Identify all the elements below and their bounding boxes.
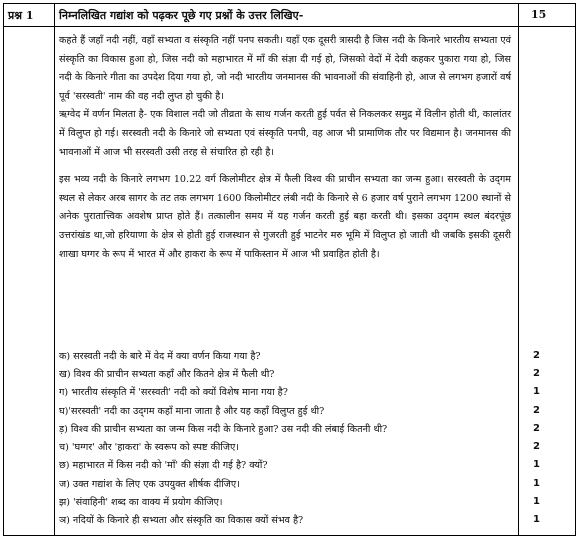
subquestion-text: ड़) विश्व की प्राचीन सभ्यता का जन्म किस नदी के किनारे हुआ? उस नदी की लंबाई कितनी थी? <box>59 423 388 435</box>
question-title: निम्नलिखित गद्यांश को पढ़कर पूछे गए प्रश्नों के उत्तर लिखिए- <box>59 9 304 22</box>
subquestion-marks: 2 <box>533 441 540 453</box>
subquestion-marks: 2 <box>533 349 540 361</box>
subquestion-text: ख) विश्व की प्राचीन सभ्यता कहाँ और कितने क्षेत्र में फैली थी? <box>59 368 275 380</box>
subquestion-item <box>59 364 574 382</box>
subquestion-text: छ) महाभारत में किस नदी को 'माँ' की संज्ञा दी गई है? क्यों? <box>59 460 268 472</box>
subquestion-list <box>59 346 574 529</box>
passage-paragraph: कहते हैं जहाँ नदी नहीं, वहाँ सभ्यता व संस्कृति नहीं पनप सकती। यहाँ एक दूसरी त्रासदी है जिस नदी के किनारे भारतीय सभ्यता एवं संस्कृति का विकास हुआ हो, जिस नदी को महाभारत में माँ की संज्ञा दी गई हो, जिसको वेदों में देवी कहकर पुकारा गया हो, जिस नदी के किनारे गीता का उपदेश दिया गया हो, जो नदी भारतीय जनमानस की भावनाओं की संवाहिनी हो, आज से लगभग हजारों वर्ष पूर्व 'सरस्वती' नाम की वह नदी लुप्त हो चुकी है। <box>59 35 511 102</box>
subquestion-text: च) 'घग्गर' और 'हाकरा' के स्वरूप को स्पष्ट कीजिए। <box>59 442 239 454</box>
subquestion-text: क) सरस्वती नदी के बारे में वेद में क्या वर्णन किया गया है? <box>59 350 261 362</box>
subquestion-marks: 1 <box>533 496 540 508</box>
subquestion-text: ग) भारतीय संस्कृति में 'सरस्वती' नदी को क्यों विशेष माना गया है? <box>59 387 288 399</box>
subquestion-item <box>59 419 574 437</box>
question-number: प्रश्न 1 <box>8 9 34 22</box>
subquestion-item <box>59 383 574 401</box>
header-divider <box>4 26 575 27</box>
subquestion-text: घ)'सरस्वती' नदी का उद्‌गम कहाँ माना जाता है और यह कहाँ विलुप्त हुई थी? <box>59 405 325 417</box>
subquestion-marks: 1 <box>533 514 540 526</box>
subquestion-item <box>59 456 574 474</box>
subquestion-item <box>59 492 574 510</box>
total-marks: 15 <box>531 8 547 21</box>
passage <box>59 32 511 273</box>
column-divider <box>54 4 55 535</box>
question-table <box>3 3 576 536</box>
subquestion-text: ञ) नदियों के किनारे ही सभ्यता और संस्कृति का विकास क्यों संभव है? <box>59 515 304 527</box>
subquestion-marks: 1 <box>533 477 540 489</box>
subquestion-item <box>59 401 574 419</box>
subquestion-text: झ) 'संवाहिनी' शब्द का वाक्य में प्रयोग कीजिए। <box>59 497 223 509</box>
subquestion-item <box>59 474 574 492</box>
subquestion-item <box>59 437 574 455</box>
passage-paragraph: इस भव्य नदी के किनारे लगभग 10.22 वर्ग किलोमीटर क्षेत्र में फैली विश्व की प्राचीन सभ्यता का जन्म हुआ। सरस्वती के उद्‌गम स्थल से लेकर अरब सागर के तट तक लगभग 1600 किलोमीटर लंबी नदी के किनारे से 6 हजार वर्ष पुराने लगभग 1200 स्थानों से अनेक पुरातात्त्विक अवशेष प्राप्त होते हैं। तत्कालीन समय में यह गर्जन करती हुई बहा करती थी। इसका उद्‌गम स्थल बंदरपूंछ उत्तरांखंड था,जो हरियाणा के क्षेत्र से होती हुई राजस्थान से गुजरती हुई भाटनेर मरु भूमि में विलुप्त हो जाती थी जबकि इसकी दूसरी शाखा घग्गर के रूप में भारत में और हाकरा के रूप में पाकिस्तान में आज भी प्रवाहित होती है। <box>59 174 511 260</box>
passage-paragraph: ऋग्वेद में वर्णन मिलता है- एक विशाल नदी जो तीव्रता के साथ गर्जन करती हुई पर्वत से निकलकर समुद्र में विलीन होती थी, कालांतर में विलुप्त हो गई। सरस्वती नदी के किनारे जो सभ्यता एवं संस्कृति पनपी, वह आज भी प्रामाणिक तौर पर विद्यमान है। जनमानस की भावनाओं में आज भी सरस्वती उसी तरह से संचारित हो रही है। <box>59 109 511 158</box>
subquestion-marks: 2 <box>533 422 540 434</box>
subquestion-marks: 1 <box>533 459 540 471</box>
subquestion-item <box>59 346 574 364</box>
subquestion-marks: 1 <box>533 386 540 398</box>
subquestion-marks: 2 <box>533 367 540 379</box>
subquestion-item <box>59 511 574 529</box>
subquestion-text: ज) उक्त गद्यांश के लिए एक उपयुक्त शीर्षक दीजिए। <box>59 478 240 490</box>
subquestion-marks: 2 <box>533 404 540 416</box>
